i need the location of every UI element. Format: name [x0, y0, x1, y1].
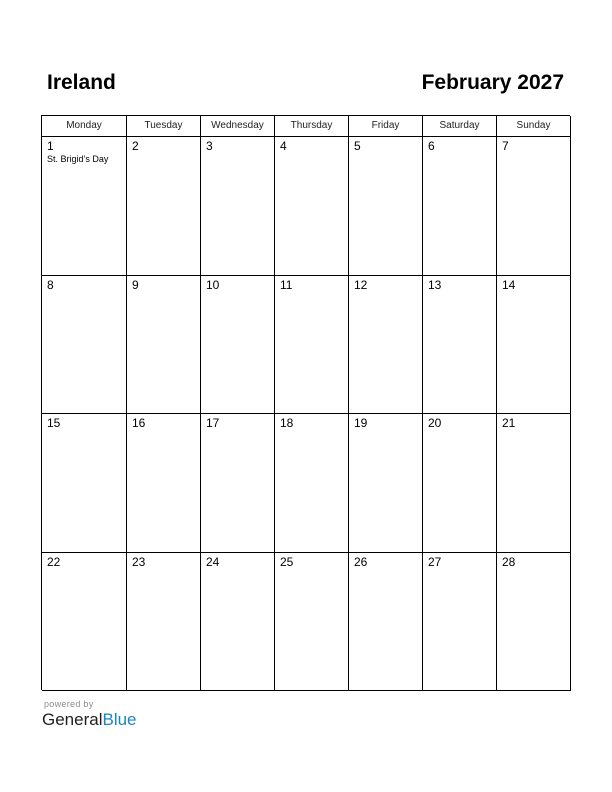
day-number: 7	[502, 139, 509, 153]
day-cell	[201, 414, 275, 553]
day-number: 27	[428, 555, 442, 569]
day-cell	[349, 137, 423, 276]
day-cell	[349, 414, 423, 553]
day-cell	[497, 414, 571, 553]
day-cell	[127, 414, 201, 553]
day-number: 17	[206, 416, 220, 430]
day-cell	[42, 553, 127, 691]
day-number: 15	[47, 416, 61, 430]
brand-logo[interactable]	[42, 710, 137, 730]
weekday-header-sunday: Sunday	[497, 116, 571, 137]
day-number: 18	[280, 416, 294, 430]
day-cell	[275, 137, 349, 276]
day-cell	[127, 276, 201, 414]
day-number: 20	[428, 416, 442, 430]
weekday-header-monday: Monday	[42, 116, 127, 137]
day-number: 10	[206, 278, 220, 292]
day-cell	[42, 414, 127, 553]
day-number: 23	[132, 555, 146, 569]
day-cell	[201, 276, 275, 414]
day-number: 11	[280, 278, 293, 292]
day-number: 26	[354, 555, 368, 569]
day-number: 1	[47, 139, 54, 153]
weekday-header-saturday: Saturday	[423, 116, 497, 137]
day-cell	[275, 276, 349, 414]
month-year-title: February 2027	[421, 71, 564, 94]
day-number: 12	[354, 278, 368, 292]
day-cell	[42, 276, 127, 414]
day-cell	[497, 137, 571, 276]
day-cell	[349, 553, 423, 691]
day-number: 22	[47, 555, 61, 569]
brand-general-text: General	[42, 710, 103, 729]
day-cell	[497, 553, 571, 691]
day-number: 9	[132, 278, 139, 292]
day-number: 3	[206, 139, 213, 153]
day-number: 25	[280, 555, 294, 569]
day-number: 16	[132, 416, 146, 430]
day-cell	[127, 137, 201, 276]
day-number: 6	[428, 139, 435, 153]
day-cell	[42, 137, 127, 276]
day-number: 14	[502, 278, 516, 292]
weekday-header-friday: Friday	[349, 116, 423, 137]
day-number: 24	[206, 555, 220, 569]
day-number: 8	[47, 278, 54, 292]
day-cell	[423, 137, 497, 276]
day-number: 28	[502, 555, 516, 569]
day-number: 4	[280, 139, 287, 153]
day-cell	[423, 553, 497, 691]
brand-blue-text: Blue	[102, 710, 137, 729]
day-cell	[275, 553, 349, 691]
day-cell	[201, 137, 275, 276]
day-cell	[423, 414, 497, 553]
day-cell	[349, 276, 423, 414]
weekday-header-thursday: Thursday	[275, 116, 349, 137]
day-number: 21	[502, 416, 516, 430]
day-number: 19	[354, 416, 368, 430]
powered-by-label: powered by	[44, 699, 94, 709]
weekday-header-wednesday: Wednesday	[201, 116, 275, 137]
day-number: 13	[428, 278, 442, 292]
day-number: 2	[132, 139, 139, 153]
weekday-header-tuesday: Tuesday	[127, 116, 201, 137]
day-number: 5	[354, 139, 361, 153]
country-title: Ireland	[47, 71, 116, 94]
holiday-label: St. Brigid’s Day	[47, 154, 109, 164]
day-cell	[127, 553, 201, 691]
day-cell	[275, 414, 349, 553]
day-cell	[423, 276, 497, 414]
day-cell	[497, 276, 571, 414]
day-cell	[201, 553, 275, 691]
calendar-grid	[41, 115, 570, 690]
